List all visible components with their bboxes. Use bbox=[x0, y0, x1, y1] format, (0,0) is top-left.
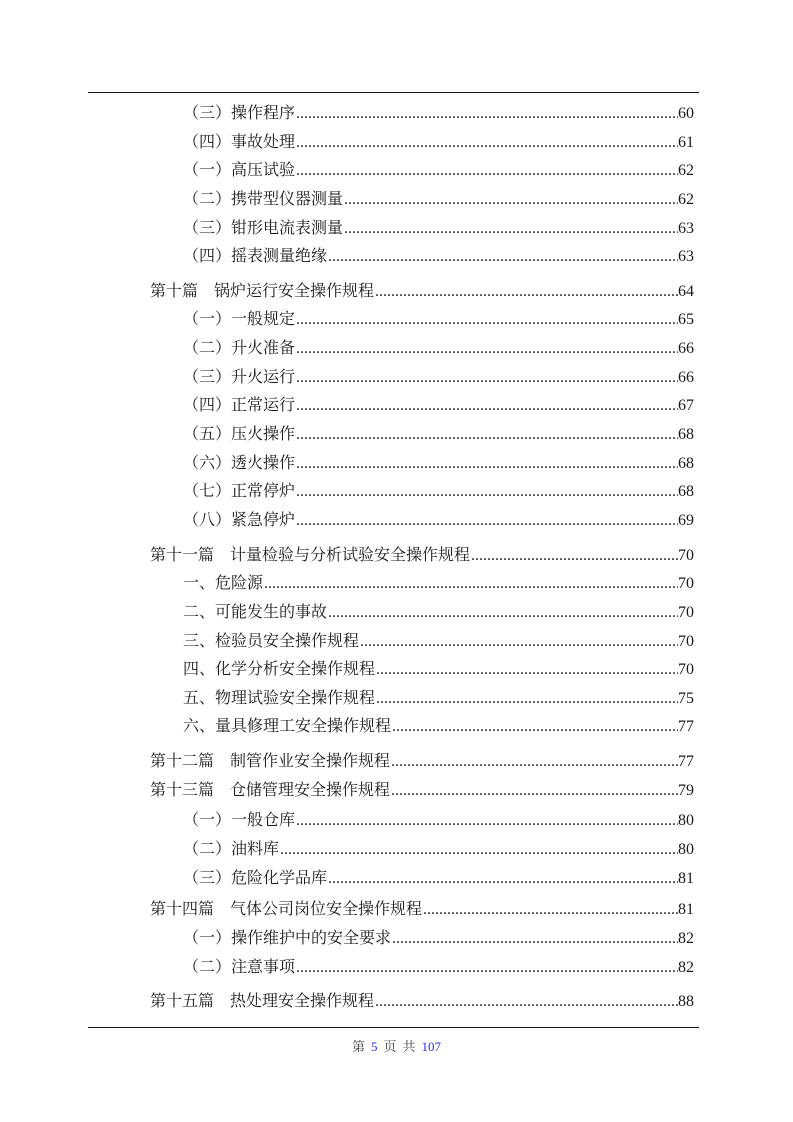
dot-leader bbox=[423, 896, 678, 925]
toc-entry-page: 68 bbox=[678, 483, 694, 501]
toc-entry-title: （三）操作程序 bbox=[183, 105, 296, 122]
toc-entry-title: （四）事故处理 bbox=[183, 133, 296, 151]
toc-entry-title: （四）正常运行 bbox=[183, 397, 296, 415]
toc-entry[interactable] bbox=[88, 807, 699, 836]
toc-entry-title: 四、化学分析安全操作规程 bbox=[183, 661, 376, 679]
dot-leader bbox=[391, 777, 678, 806]
toc-entry-page: 70 bbox=[678, 603, 694, 621]
toc-entry-page: 70 bbox=[678, 575, 694, 593]
dot-leader bbox=[296, 129, 678, 158]
dot-leader bbox=[328, 243, 678, 272]
dot-leader bbox=[296, 450, 678, 479]
toc-entry-page: 81 bbox=[678, 869, 694, 887]
toc-entry-page: 66 bbox=[678, 368, 694, 386]
toc-entry-title: （二）油料库 bbox=[183, 841, 280, 859]
page-footer-part: 107 bbox=[421, 1039, 442, 1054]
toc-entry[interactable] bbox=[88, 186, 699, 215]
toc-entry[interactable] bbox=[88, 628, 699, 657]
page-footer-part: 第 bbox=[351, 1039, 365, 1054]
toc-entry-page: 61 bbox=[678, 133, 694, 151]
toc-entry-page: 68 bbox=[678, 454, 694, 472]
toc-entry[interactable] bbox=[88, 656, 699, 685]
toc-entry-title: 二、可能发生的事故 bbox=[183, 603, 328, 621]
toc-entry-page: 67 bbox=[678, 397, 694, 415]
toc-entry-title: 五、物理试验安全操作规程 bbox=[183, 689, 376, 707]
page-footer-part: 5 bbox=[370, 1039, 378, 1054]
toc-entry-title: （八）紧急停炉 bbox=[183, 511, 296, 529]
toc-entry-page: 65 bbox=[678, 311, 694, 329]
toc-entry-page: 75 bbox=[678, 689, 694, 707]
dot-leader bbox=[375, 988, 678, 1017]
dot-leader bbox=[296, 157, 678, 186]
toc-entry[interactable] bbox=[88, 896, 699, 925]
toc-entry-title: （二）升火准备 bbox=[183, 340, 296, 358]
toc-entry-title: （一）一般规定 bbox=[183, 311, 296, 329]
toc-entry-page: 77 bbox=[678, 718, 694, 736]
dot-leader bbox=[392, 713, 678, 742]
toc-entry[interactable] bbox=[88, 100, 699, 129]
toc-entry-page: 70 bbox=[678, 632, 694, 650]
dot-leader bbox=[296, 954, 678, 983]
toc-entry-title: 一、危险源 bbox=[183, 575, 264, 593]
dot-leader bbox=[296, 421, 678, 450]
toc-entry-title: 第十五篇 热处理安全操作规程 bbox=[150, 993, 375, 1011]
dot-leader bbox=[296, 478, 678, 507]
toc-entry-page: 70 bbox=[678, 546, 694, 564]
toc-entry-title: （一）一般仓库 bbox=[183, 812, 296, 830]
dot-leader bbox=[296, 306, 678, 335]
page-footer-part: 共 bbox=[402, 1039, 416, 1054]
dot-leader bbox=[375, 278, 678, 307]
toc-entry[interactable] bbox=[88, 450, 699, 479]
toc-entry[interactable] bbox=[88, 542, 699, 571]
toc-entry[interactable] bbox=[88, 392, 699, 421]
toc-entry-title: （二）注意事项 bbox=[183, 958, 296, 976]
toc-entry-title: （一）高压试验 bbox=[183, 162, 296, 180]
dot-leader bbox=[296, 392, 678, 421]
toc-entry-page: 80 bbox=[678, 841, 694, 859]
dot-leader bbox=[296, 100, 678, 129]
toc-entry-page: 81 bbox=[678, 901, 694, 919]
toc-entry[interactable] bbox=[88, 215, 699, 244]
toc-entry-page: 79 bbox=[678, 781, 694, 799]
toc-entry-title: 第十篇 锅炉运行安全操作规程 bbox=[150, 282, 375, 300]
dot-leader bbox=[376, 656, 678, 685]
toc-entry[interactable] bbox=[88, 685, 699, 714]
toc-entry[interactable] bbox=[88, 278, 699, 307]
toc-entry-page: 77 bbox=[678, 753, 694, 771]
toc-entry[interactable] bbox=[88, 364, 699, 393]
toc-entry-page: 62 bbox=[678, 162, 694, 180]
toc-entry[interactable] bbox=[88, 570, 699, 599]
toc-entry[interactable] bbox=[88, 129, 699, 158]
dot-leader bbox=[264, 570, 678, 599]
dot-leader bbox=[296, 335, 678, 364]
toc-entry-title: 六、量具修理工安全操作规程 bbox=[183, 718, 392, 736]
toc-entry-page: 69 bbox=[678, 511, 694, 529]
toc-entry-title: 第十二篇 制管作业安全操作规程 bbox=[150, 753, 391, 771]
toc-entry[interactable] bbox=[88, 925, 699, 954]
toc-entry-title: 第十三篇 仓储管理安全操作规程 bbox=[150, 781, 391, 799]
toc-entry-title: 第十一篇 计量检验与分析试验安全操作规程 bbox=[150, 546, 471, 564]
dot-leader bbox=[296, 807, 678, 836]
dot-leader bbox=[471, 542, 678, 571]
dot-leader bbox=[376, 685, 678, 714]
toc-entry-title: 第十四篇 气体公司岗位安全操作规程 bbox=[150, 901, 423, 919]
header-rule bbox=[88, 92, 699, 93]
dot-leader bbox=[344, 186, 678, 215]
toc-entry-page: 60 bbox=[678, 105, 694, 122]
dot-leader bbox=[328, 865, 678, 894]
toc-entry-title: （二）携带型仪器测量 bbox=[183, 190, 344, 208]
dot-leader bbox=[392, 925, 678, 954]
page-footer-part: 页 bbox=[383, 1039, 397, 1054]
toc-entry[interactable] bbox=[88, 865, 699, 894]
toc-entry[interactable] bbox=[88, 954, 699, 983]
toc-entry[interactable] bbox=[88, 335, 699, 364]
toc-entry[interactable] bbox=[88, 713, 699, 742]
toc-entry-page: 68 bbox=[678, 426, 694, 444]
dot-leader bbox=[360, 628, 678, 657]
dot-leader bbox=[328, 599, 678, 628]
toc-entry-page: 82 bbox=[678, 929, 694, 947]
toc-entry-page: 63 bbox=[678, 248, 694, 266]
footer-rule bbox=[88, 1027, 699, 1028]
toc-entry[interactable] bbox=[88, 478, 699, 507]
toc-entry[interactable] bbox=[88, 306, 699, 335]
dot-leader bbox=[391, 748, 678, 777]
toc-entry-title: （四）摇表测量绝缘 bbox=[183, 248, 328, 266]
toc-entry[interactable] bbox=[88, 748, 699, 777]
toc-entry-title: （七）正常停炉 bbox=[183, 483, 296, 501]
toc-entry[interactable] bbox=[88, 777, 699, 806]
toc-entry-page: 80 bbox=[678, 812, 694, 830]
toc-entry-title: （三）升火运行 bbox=[183, 368, 296, 386]
toc-entry-page: 82 bbox=[678, 958, 694, 976]
toc-entry-page: 66 bbox=[678, 340, 694, 358]
toc-entry-title: （六）透火操作 bbox=[183, 454, 296, 472]
toc-entry[interactable] bbox=[88, 988, 699, 1017]
toc-list bbox=[88, 100, 699, 1017]
toc-entry-title: 三、检验员安全操作规程 bbox=[183, 632, 360, 650]
dot-leader bbox=[296, 364, 678, 393]
toc-entry-title: （一）操作维护中的安全要求 bbox=[183, 929, 392, 947]
toc-entry[interactable] bbox=[88, 836, 699, 865]
toc-entry-page: 62 bbox=[678, 190, 694, 208]
toc-entry[interactable] bbox=[88, 157, 699, 186]
dot-leader bbox=[296, 507, 678, 536]
toc-entry-title: （五）压火操作 bbox=[183, 426, 296, 444]
toc-entry[interactable] bbox=[88, 507, 699, 536]
page-footer bbox=[0, 1038, 793, 1056]
toc-entry-page: 88 bbox=[678, 993, 694, 1011]
toc-entry[interactable] bbox=[88, 421, 699, 450]
toc-entry-page: 63 bbox=[678, 219, 694, 237]
toc-entry-page: 70 bbox=[678, 661, 694, 679]
toc-entry-title: （三）钳形电流表测量 bbox=[183, 219, 344, 237]
toc-entry-title: （三）危险化学品库 bbox=[183, 869, 328, 887]
toc-entry[interactable] bbox=[88, 599, 699, 628]
dot-leader bbox=[280, 836, 678, 865]
toc-entry[interactable] bbox=[88, 243, 699, 272]
toc-entry-page: 64 bbox=[678, 282, 694, 300]
dot-leader bbox=[344, 215, 678, 244]
